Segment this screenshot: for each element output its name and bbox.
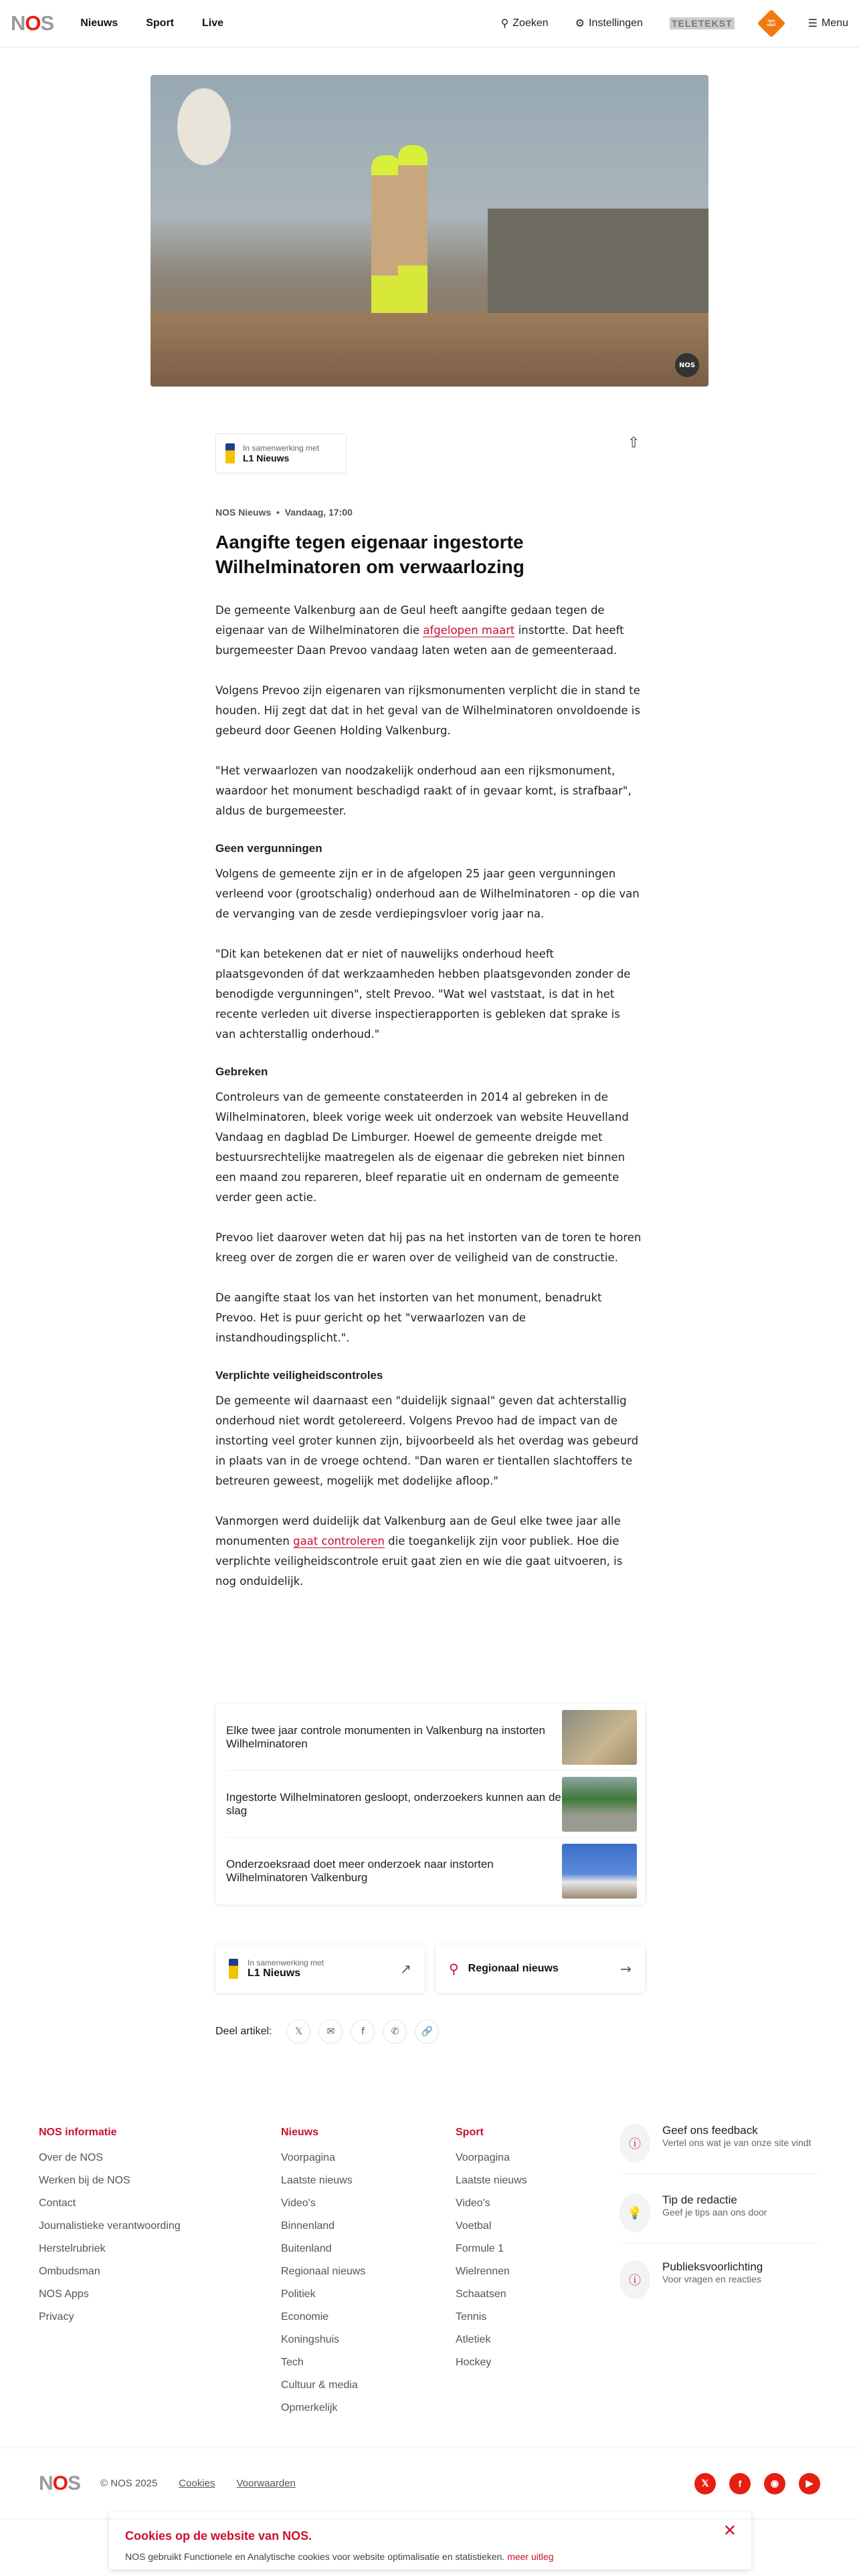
- footer-link[interactable]: Voorpagina: [281, 2152, 335, 2163]
- related-article[interactable]: [226, 1838, 637, 1905]
- paragraph: [215, 1511, 644, 1592]
- block-title: Geef ons feedback: [662, 2124, 758, 2137]
- share-x-icon[interactable]: 𝕏: [286, 2020, 310, 2044]
- footer-link[interactable]: Atletiek: [456, 2334, 491, 2345]
- block-sub: Vertel ons wat je van onze site vindt: [662, 2137, 812, 2148]
- share-icon[interactable]: ⇧: [628, 435, 640, 451]
- share-facebook-icon[interactable]: f: [351, 2020, 375, 2044]
- text: De gemeente Valkenburg aan de Geul heeft aangifte gedaan tegen de eigenaar van de Wilhelminatoren die: [215, 604, 605, 637]
- related-thumbnail: [562, 1777, 637, 1832]
- facebook-social-icon[interactable]: f: [729, 2473, 751, 2494]
- article-meta: NOS Nieuws • Vandaag, 17:00: [215, 507, 353, 518]
- footer-link[interactable]: Hockey: [456, 2357, 492, 2368]
- footer-link[interactable]: Tennis: [456, 2311, 487, 2323]
- related-title: Elke twee jaar controle monumenten in Valkenburg na instorten Wilhelminatoren: [226, 1723, 545, 1750]
- location-pin-icon: ⚲: [449, 1961, 459, 1977]
- subheading: Verplichte veiligheidscontroles: [215, 1369, 383, 1382]
- article-body: [215, 601, 644, 1612]
- nos-watermark: NOS: [675, 353, 699, 377]
- related-title: Ingestorte Wilhelminatoren gesloopt, onderzoekers kunnen aan de slag: [226, 1790, 561, 1817]
- terms-link[interactable]: Voorwaarden: [236, 2478, 296, 2489]
- paragraph: [215, 601, 644, 661]
- footer-link[interactable]: Schaatsen: [456, 2288, 506, 2300]
- feedback-icon: ⓘ: [619, 2124, 650, 2163]
- article-title: Aangifte tegen eigenaar ingestorte Wilhelminatoren om verwaarlozing: [215, 532, 524, 577]
- footer-link[interactable]: Formule 1: [456, 2243, 504, 2254]
- share-email-icon[interactable]: ✉: [318, 2020, 343, 2044]
- close-icon[interactable]: ✕: [723, 2522, 737, 2540]
- nav-live[interactable]: Live: [202, 17, 224, 29]
- tip-link[interactable]: [619, 2193, 820, 2244]
- share-label: Deel artikel:: [215, 2026, 272, 2037]
- footer-link[interactable]: Binnenland: [281, 2220, 335, 2232]
- footer-link[interactable]: Laatste nieuws: [281, 2175, 353, 2186]
- footer-link[interactable]: Ombudsman: [39, 2266, 100, 2277]
- nav-sport[interactable]: Sport: [146, 17, 174, 29]
- cookie-text: [125, 2551, 735, 2562]
- block-title: Publieksvoorlichting: [662, 2260, 763, 2273]
- footer-nos-info: [39, 2127, 181, 2334]
- nav-nieuws[interactable]: Nieuws: [80, 17, 118, 29]
- block-title: Tip de redactie: [662, 2193, 737, 2206]
- copyright: © NOS 2025: [100, 2478, 158, 2489]
- regional-news-card[interactable]: [436, 1945, 645, 1993]
- partner-badge[interactable]: [215, 433, 347, 473]
- link-afgelopen-maart[interactable]: afgelopen maart: [423, 624, 515, 637]
- footer-link[interactable]: Wielrennen: [456, 2266, 510, 2277]
- share-link-icon[interactable]: 🔗: [415, 2020, 439, 2044]
- search-icon: ⚲: [500, 18, 509, 29]
- npo-start-link[interactable]: [757, 9, 785, 37]
- l1-logo-icon: [229, 1959, 238, 1979]
- footer-heading: Sport: [456, 2127, 484, 2138]
- paragraph: Volgens Prevoo zijn eigenaren van rijksmonumenten verplicht die in stand te houden. Hij zegt dat dat in het geval van de Wilhelminatoren onvoldoende is gebeurd door Geenen Holding Valkenburg.: [215, 684, 640, 737]
- footer-heading: Nieuws: [281, 2127, 319, 2138]
- main-nav: [80, 17, 223, 29]
- related-thumbnail: [562, 1844, 637, 1899]
- subheading: Gebreken: [215, 1065, 268, 1078]
- paragraph: Controleurs van de gemeente constateerden in 2014 al gebreken in de Wilhelminatoren, bleek vorige week uit onderzoek van website Heuvelland Vandaag en dagblad De Limburger. Hoewel de gemeente dreigde met bestuursrechtelijke maatregelen als de eigenaar die gebreken niet binnen een maand zou repareren, bleef reparatie uit en ondernam de gemeente verder geen actie.: [215, 1091, 629, 1204]
- menu-label: Menu: [821, 17, 848, 29]
- footer-link[interactable]: Contact: [39, 2197, 76, 2209]
- text: Vanmorgen werd duidelijk dat Valkenburg aan de Geul elke twee jaar alle monumenten: [215, 1515, 621, 1547]
- footer-link[interactable]: Werken bij de NOS: [39, 2175, 130, 2186]
- footer-link[interactable]: Tech: [281, 2357, 304, 2368]
- partner-name: L1 Nieuws: [243, 453, 290, 463]
- partner-card[interactable]: [215, 1945, 425, 1993]
- arrow-right-icon: →: [620, 1961, 632, 1977]
- bottom-cards: [215, 1945, 645, 1993]
- search-label: Zoeken: [512, 17, 549, 29]
- youtube-social-icon[interactable]: ▶: [799, 2473, 820, 2494]
- related-thumbnail: [562, 1710, 637, 1765]
- paragraph: Volgens de gemeente zijn er in de afgelopen 25 jaar geen vergunningen verleend voor (grootschalig) onderhoud aan de Wilhelminatoren - op die van de vervanging van de zesde verdiepingsvloer vorig jaar na.: [215, 867, 640, 920]
- dish-shape: [177, 88, 231, 165]
- instagram-social-icon[interactable]: ◉: [764, 2473, 785, 2494]
- related-article[interactable]: [226, 1771, 637, 1838]
- footer-link[interactable]: Opmerkelijk: [281, 2402, 338, 2413]
- paragraph: De aangifte staat los van het instorten van het monument, benadrukt Prevoo. Het is puur gericht op het "verwaarlozen van de instandhoudingsplicht.".: [215, 1291, 602, 1344]
- block-sub: Geef je tips aan ons door: [662, 2207, 767, 2218]
- footer-nos-logo[interactable]: NOS: [39, 2472, 81, 2494]
- footer-link[interactable]: Privacy: [39, 2311, 74, 2323]
- footer-heading: NOS informatie: [39, 2127, 117, 2138]
- footer-link[interactable]: Voorpagina: [456, 2152, 510, 2163]
- site-header: [0, 0, 859, 47]
- hamburger-icon: ☰: [807, 18, 818, 29]
- partner-name: L1 Nieuws: [248, 1967, 301, 1979]
- related-title: Onderzoeksraad doet meer onderzoek naar instorten Wilhelminatoren Valkenburg: [226, 1858, 494, 1884]
- share-row: [215, 2020, 439, 2044]
- npo-start-label: npo start: [767, 19, 776, 27]
- footer-sport: [456, 2127, 527, 2379]
- text: NOS gebruikt Functionele en Analytische cookies voor website optimalisatie en statistieken.: [125, 2551, 508, 2562]
- publieksvoorlichting-link[interactable]: [619, 2260, 820, 2310]
- footer-link[interactable]: Politiek: [281, 2288, 316, 2300]
- partner-intro: In samenwerking met: [248, 1958, 324, 1967]
- external-arrow-icon: ↗: [400, 1961, 411, 1977]
- cookies-link[interactable]: Cookies: [179, 2478, 215, 2489]
- footer-link[interactable]: Buitenland: [281, 2243, 332, 2254]
- footer-link[interactable]: Laatste nieuws: [456, 2175, 527, 2186]
- subheading: Geen vergunningen: [215, 842, 322, 855]
- paragraph: Prevoo liet daarover weten dat hij pas na het instorten van de toren te horen kreeg over de zorgen die er waren over de veiligheid van de constructie.: [215, 1231, 642, 1264]
- footer-link[interactable]: Over de NOS: [39, 2152, 104, 2163]
- related-article[interactable]: [226, 1704, 637, 1771]
- regional-label: Regionaal nieuws: [468, 1963, 559, 1974]
- gear-icon: ⚙: [575, 18, 585, 29]
- article-time: Vandaag, 17:00: [284, 507, 353, 518]
- footer-link[interactable]: NOS Apps: [39, 2288, 89, 2300]
- paragraph: "Dit kan betekenen dat er niet of nauwelijks onderhoud heeft plaatsgevonden óf dat werkzaamheden hebben plaatsgevonden zonder de benodigde vergunningen", stelt Prevoo. "Wat wel vaststaat, is dat in het recente verleden uit diverse inspectierapporten is gebleken dat sprake is van achterstallig onderhoud.": [215, 948, 631, 1041]
- teletekst-link[interactable]: TELETEKST: [670, 17, 735, 29]
- footer-news: [281, 2127, 365, 2425]
- footer-link[interactable]: Video's: [281, 2197, 316, 2209]
- info-icon: ⓘ: [619, 2260, 650, 2299]
- paragraph: De gemeente wil daarnaast een "duidelijk signaal" geven dat achterstallig onderhoud niet wordt getolereerd. Volgens Prevoo had de impact van de instorting veel groter kunnen zijn, bijvoorbeeld als het overdag was gebeurd in plaats van in de vroege ochtend. "Dan waren er tientallen slachtoffers te betreuren geweest, mogelijk met dodelijke afloop.": [215, 1394, 639, 1487]
- lightbulb-icon: 💡: [619, 2193, 650, 2232]
- footer-bottom: [0, 2448, 859, 2519]
- x-social-icon[interactable]: 𝕏: [694, 2473, 716, 2494]
- article-source: NOS Nieuws: [215, 507, 272, 518]
- text: instortte. Dat heeft burgemeester Daan Prevoo vandaag laten weten aan de gemeenteraad.: [215, 624, 624, 657]
- footer-link[interactable]: Cultuur & media: [281, 2379, 358, 2391]
- l1-logo-icon: [225, 443, 235, 463]
- text: die toegankelijk zijn voor publiek. Hoe die verplichte veiligheidscontrole eruit gaat zien en wie die gaat uitvoeren, is nog onduidelijk.: [215, 1535, 623, 1588]
- block-sub: Voor vragen en reacties: [662, 2274, 761, 2284]
- settings-label: Instellingen: [589, 17, 643, 29]
- partner-intro: In samenwerking met: [243, 443, 320, 453]
- rubble-shape: [151, 313, 708, 387]
- link-gaat-controleren[interactable]: gaat controleren: [293, 1535, 385, 1547]
- related-articles: [215, 1704, 645, 1905]
- paragraph: "Het verwaarlozen van noodzakelijk onderhoud aan een rijksmonument, waardoor het monument beschadigd raakt of in gevaar komt, is strafbaar", aldus de burgemeester.: [215, 764, 632, 817]
- footer-link[interactable]: Journalistieke verantwoording: [39, 2220, 181, 2232]
- footer-link[interactable]: Economie: [281, 2311, 329, 2323]
- footer-link[interactable]: Regionaal nieuws: [281, 2266, 366, 2277]
- footer-link[interactable]: Herstelrubriek: [39, 2243, 106, 2254]
- search-button[interactable]: [501, 17, 549, 30]
- cookie-more-link[interactable]: meer uitleg: [507, 2551, 554, 2562]
- cookie-title: Cookies op de website van NOS.: [125, 2529, 312, 2543]
- footer-link[interactable]: Voetbal: [456, 2220, 492, 2232]
- feedback-link[interactable]: [619, 2124, 820, 2174]
- footer-link[interactable]: Video's: [456, 2197, 490, 2209]
- nos-logo[interactable]: NOS: [11, 11, 54, 35]
- settings-button[interactable]: [575, 17, 643, 30]
- share-whatsapp-icon[interactable]: ✆: [383, 2020, 407, 2044]
- footer-link[interactable]: Koningshuis: [281, 2334, 340, 2345]
- menu-button[interactable]: [808, 17, 848, 30]
- hero-image: [151, 75, 708, 387]
- cookie-banner: [109, 2512, 751, 2569]
